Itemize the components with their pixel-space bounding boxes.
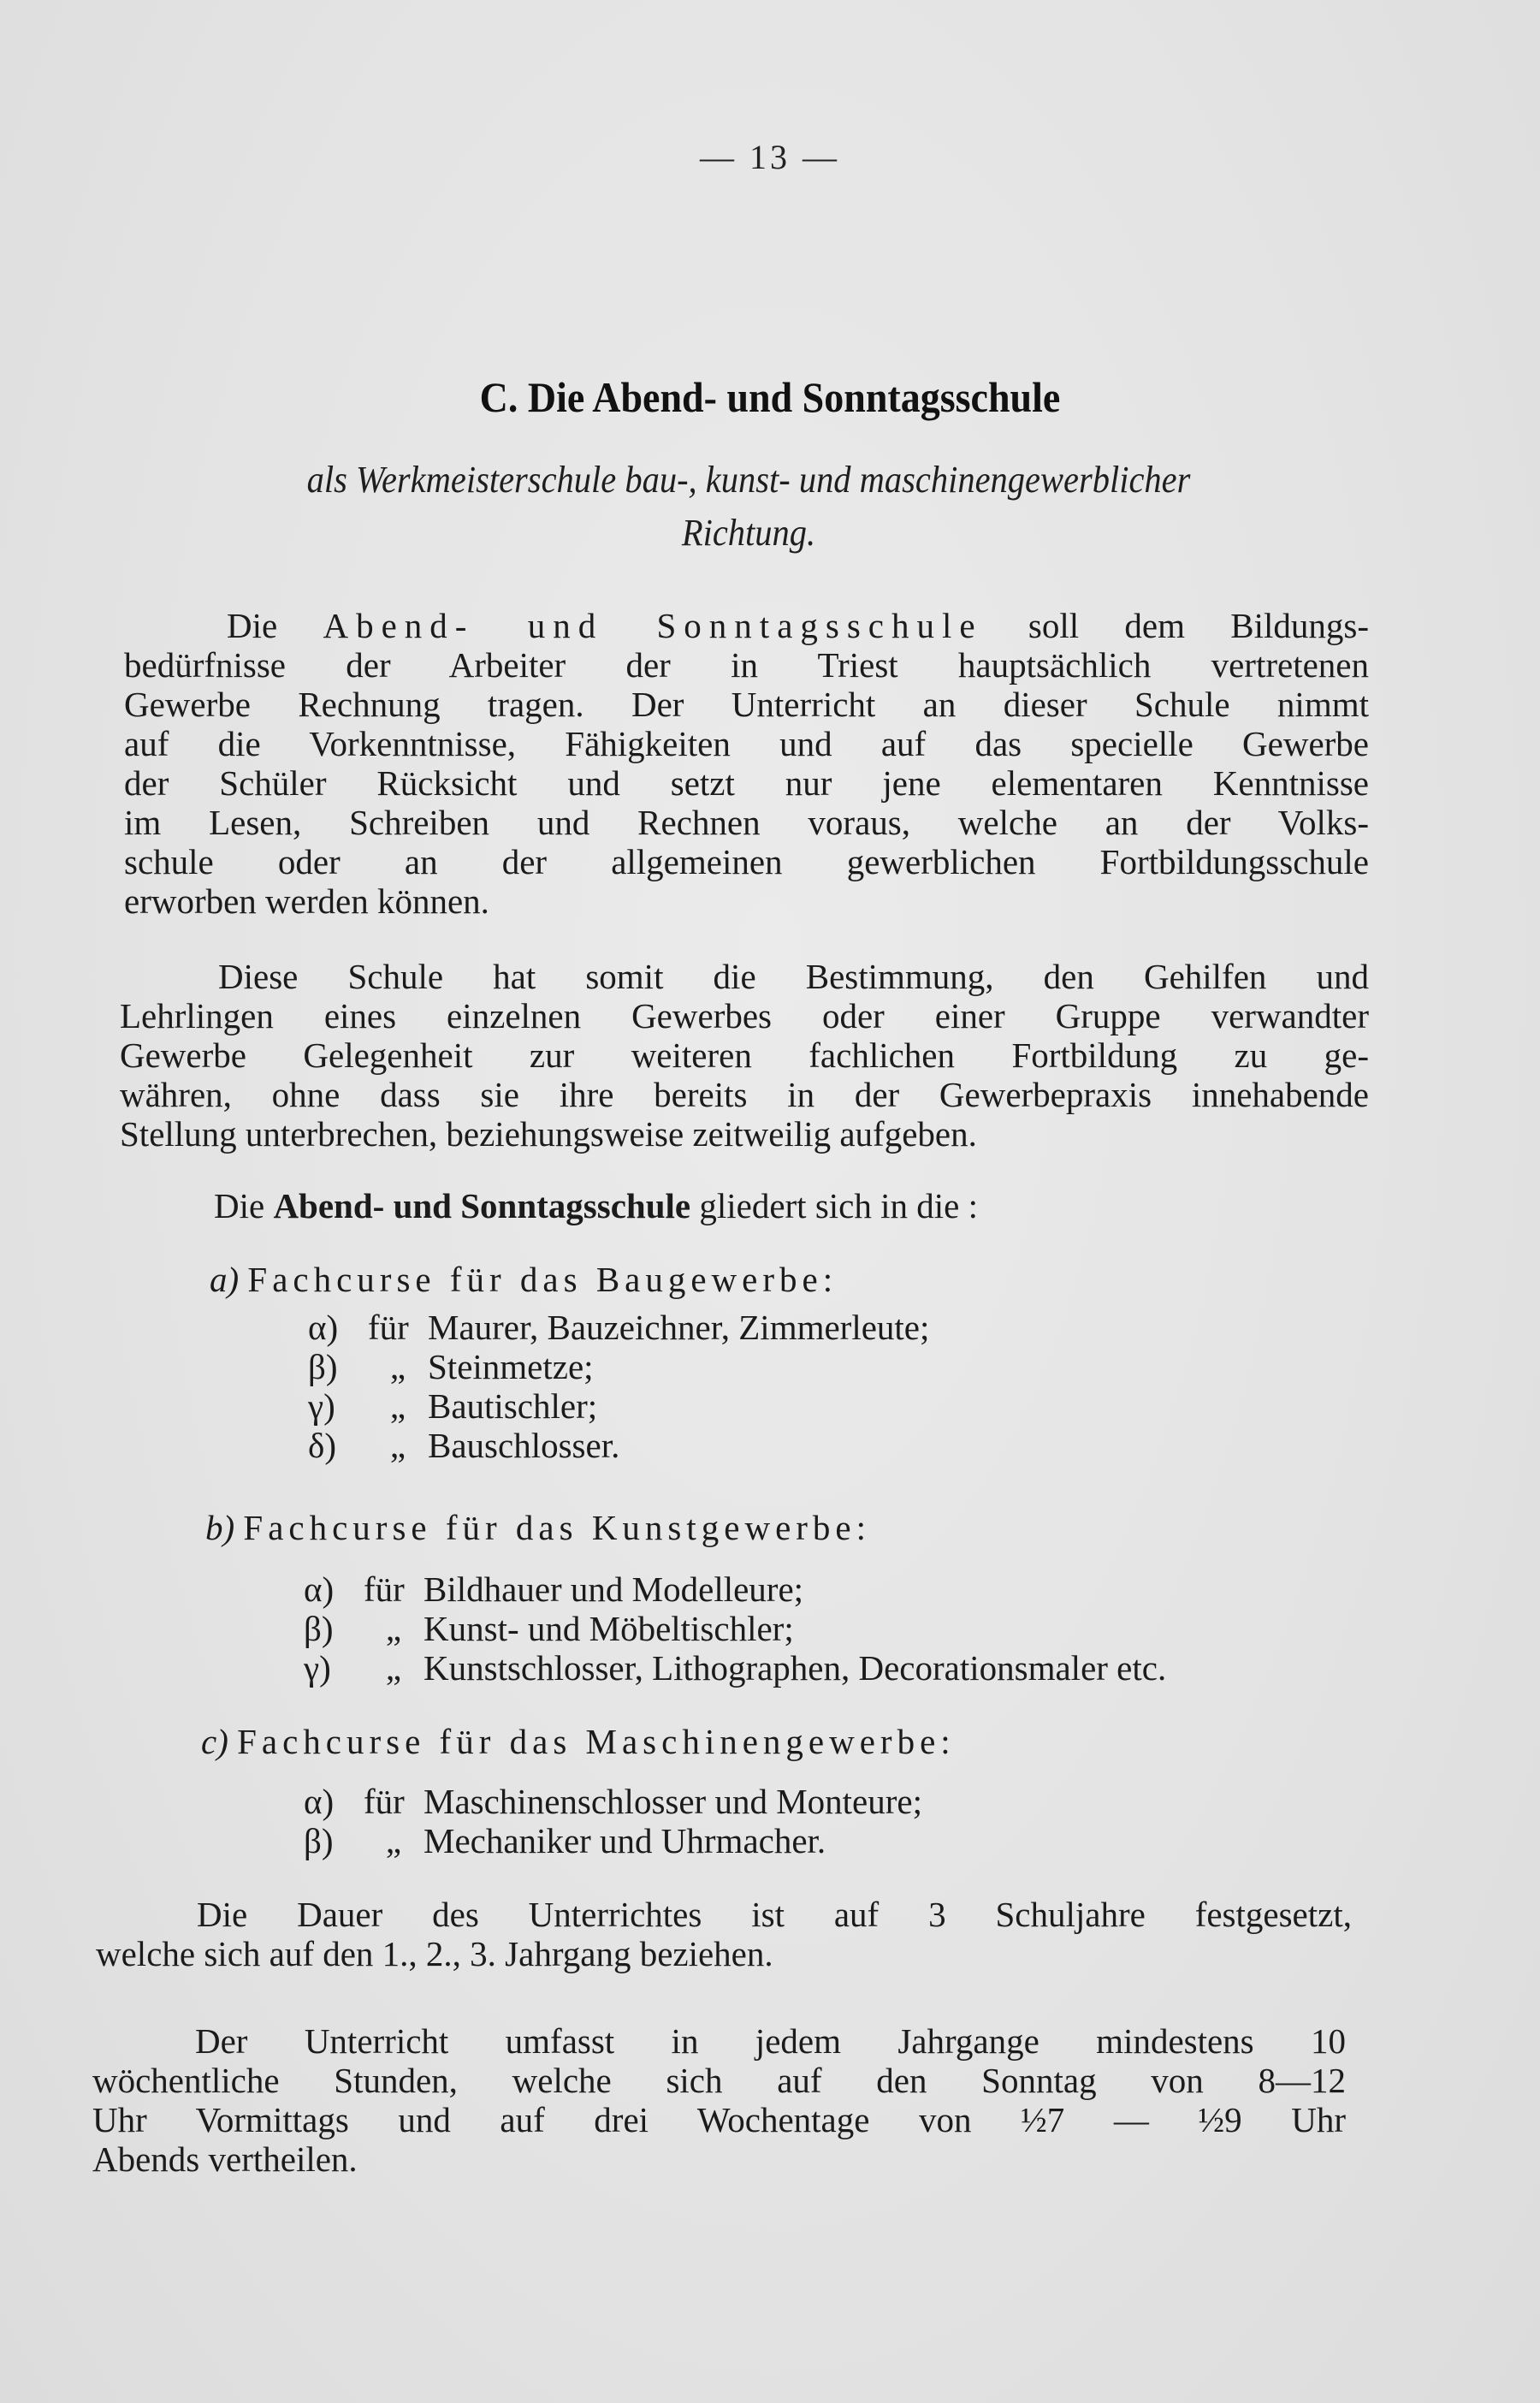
paragraph-line: Diese Schule hat somit die Bestimmung, den Gehilfen und	[218, 957, 1369, 996]
section-marker: a)	[210, 1260, 240, 1299]
ditto-mark: „	[385, 1609, 402, 1648]
list-item	[304, 1609, 794, 1648]
item-text: Steinmetze;	[428, 1347, 594, 1386]
spaced-term: Abend- und Sonntagsschule	[323, 606, 983, 645]
subtitle-line: Richtung.	[681, 512, 816, 554]
ditto-mark: „	[385, 1648, 402, 1688]
paragraph-line: Gewerbe Gelegenheit zur weiteren fachlichen Fortbildung zu ge-	[120, 1035, 1369, 1075]
text-run: Die	[227, 606, 323, 645]
ditto-mark: „	[389, 1347, 406, 1386]
item-marker: γ)	[304, 1648, 331, 1688]
paragraph-line: Der Unterricht umfasst in jedem Jahrgange mindestens 10	[195, 2021, 1346, 2061]
paragraph-line: der Schüler Rücksicht und setzt nur jene elementaren Kenntnisse	[124, 763, 1369, 803]
page-number: — 13 —	[700, 138, 840, 176]
paragraph-line: welche sich auf den 1., 2., 3. Jahrgang beziehen.	[96, 1934, 773, 1973]
list-item	[308, 1426, 619, 1465]
list-item	[304, 1782, 922, 1821]
text-run: soll dem Bildungs-	[982, 606, 1369, 645]
item-text: Bautischler;	[428, 1386, 598, 1426]
list-item	[308, 1308, 929, 1347]
paragraph-3	[214, 1186, 1326, 1225]
paragraph-line: im Lesen, Schreiben und Rechnen voraus, welche an der Volks-	[124, 803, 1369, 842]
item-text: Maurer, Bauzeichner, Zimmerleute;	[428, 1308, 930, 1347]
item-text: Bauschlosser.	[428, 1426, 620, 1465]
item-lead: für	[364, 1782, 405, 1821]
text-run: gliedert sich in die :	[690, 1186, 978, 1225]
paragraph-line: Stellung unterbrechen, beziehungsweise zeitweilig aufgeben.	[120, 1114, 977, 1154]
item-text: Maschinenschlosser und Monteure;	[424, 1782, 922, 1821]
list-item	[304, 1569, 803, 1609]
item-text: Kunst- und Möbeltischler;	[424, 1609, 794, 1648]
subtitle-line: als Werkmeisterschule bau-, kunst- und maschinengewerblicher	[306, 459, 1191, 501]
section-marker: c)	[201, 1722, 228, 1761]
section-heading-text: Fachcurse für das Maschinengewerbe:	[237, 1722, 956, 1761]
ditto-mark: „	[389, 1426, 406, 1465]
paragraph-line: währen, ohne dass sie ihre bereits in der Gewerbepraxis innehabende	[120, 1075, 1369, 1114]
bold-term: Abend- und Sonntagsschule	[273, 1186, 691, 1225]
paragraph-line: Gewerbe Rechnung tragen. Der Unterricht an dieser Schule nimmt	[124, 685, 1369, 724]
item-marker: β)	[308, 1347, 338, 1386]
paragraph-line: bedürfnisse der Arbeiter der in Triest hauptsächlich vertretenen	[124, 645, 1369, 685]
text-run: Die	[214, 1186, 274, 1225]
list-item	[304, 1821, 826, 1860]
item-marker: γ)	[308, 1386, 335, 1426]
list-item	[308, 1386, 597, 1426]
section-title: C. Die Abend- und Sonntagsschule	[479, 373, 1061, 421]
item-marker: α)	[304, 1782, 335, 1821]
paragraph-line: auf die Vorkenntnisse, Fähigkeiten und auf das specielle Gewerbe	[124, 724, 1369, 763]
paragraph-line: Abends vertheilen.	[92, 2139, 358, 2179]
item-lead: für	[368, 1308, 409, 1347]
item-marker: α)	[304, 1569, 335, 1609]
section-marker: b)	[205, 1508, 235, 1547]
item-text: Mechaniker und Uhrmacher.	[424, 1821, 826, 1860]
section-heading	[205, 1508, 871, 1547]
section-subtitle	[186, 454, 1312, 560]
list-item	[304, 1648, 1166, 1688]
ditto-mark: „	[389, 1386, 406, 1426]
section-heading	[201, 1722, 956, 1761]
list-item	[308, 1347, 594, 1386]
item-text: Kunstschlosser, Lithographen, Decorationsmaler etc.	[424, 1648, 1167, 1688]
item-lead: für	[364, 1569, 405, 1609]
section-heading-text: Fachcurse für das Kunstgewerbe:	[243, 1508, 872, 1547]
paragraph-line: Uhr Vormittags und auf drei Wochentage von ½7 — ½9 Uhr	[92, 2100, 1346, 2139]
item-marker: β)	[304, 1609, 334, 1648]
section-heading-text: Fachcurse für das Baugewerbe:	[247, 1260, 838, 1299]
item-marker: δ)	[308, 1426, 336, 1465]
paragraph-line: Lehrlingen eines einzelnen Gewerbes oder einer Gruppe verwandter	[120, 996, 1369, 1035]
paragraph-line: wöchentliche Stunden, welche sich auf den Sonntag von 8—12	[92, 2061, 1346, 2100]
paragraph-line: erworben werden können.	[124, 881, 489, 921]
item-text: Bildhauer und Modelleure;	[424, 1569, 804, 1609]
ditto-mark: „	[385, 1821, 402, 1860]
paragraph-line	[227, 606, 1369, 645]
paragraph-line: Die Dauer des Unterrichtes ist auf 3 Schuljahre festgesetzt,	[197, 1895, 1352, 1934]
item-marker: β)	[304, 1821, 334, 1860]
item-marker: α)	[308, 1308, 339, 1347]
paragraph-line: schule oder an der allgemeinen gewerblichen Fortbildungsschule	[124, 842, 1369, 881]
section-heading	[210, 1260, 838, 1299]
